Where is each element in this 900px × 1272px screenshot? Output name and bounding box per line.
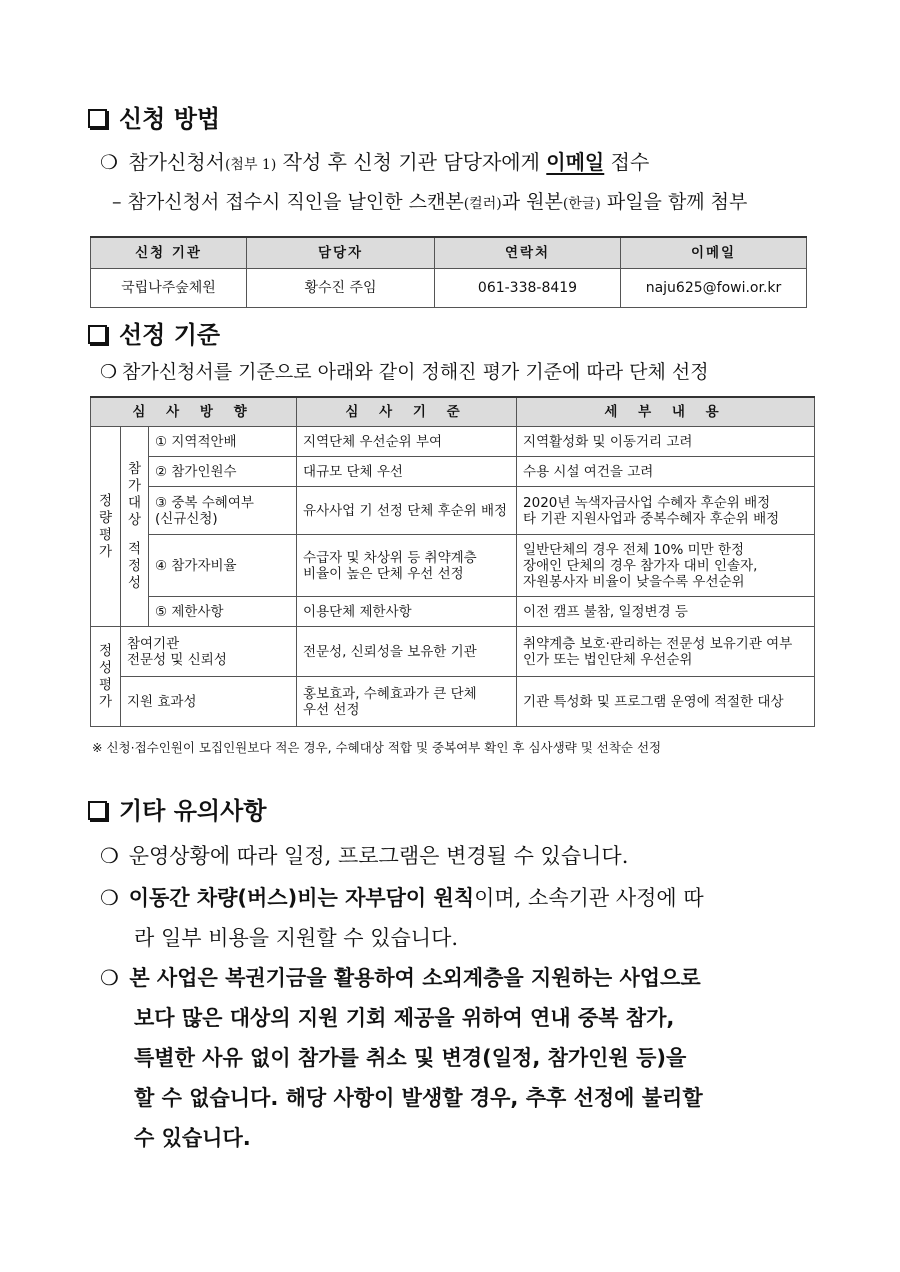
dir-cell: ① 지역적안배 [149, 427, 297, 457]
apply-line-2: – 참가신청서 접수시 직인을 날인한 스캔본(컬러)과 원본(한글) 파일을 함께 첨부 [112, 191, 748, 213]
section-title-criteria: 선정 기준 [88, 320, 220, 350]
crit-cell: 홍보효과, 수혜효과가 큰 단체 우선 선정 [297, 677, 517, 727]
table-row [91, 627, 815, 677]
detail-cell: 이전 캠프 불참, 일정변경 등 [517, 597, 815, 627]
cell-phone: 061-338-8419 [435, 269, 621, 308]
group-qual: 정성평가 [91, 627, 121, 727]
criteria-note: ※ 신청·접수인원이 모집인원보다 적은 경우, 수혜대상 적합 및 중복여부 확인 후 심사생략 및 선착순 선정 [92, 740, 662, 755]
cell-person: 황수진 주임 [247, 269, 435, 308]
section-title-apply: 신청 방법 [88, 104, 220, 134]
detail-cell: 취약계층 보호·관리하는 전문성 보유기관 여부 인가 또는 법인단체 우선순위 [517, 627, 815, 677]
crit-cell: 유사사업 기 선정 단체 후순위 배정 [297, 487, 517, 535]
cell-email[interactable]: naju625@fowi.or.kr [621, 269, 807, 308]
crit-cell: 수급자 및 차상위 등 취약계층 비율이 높은 단체 우선 선정 [297, 535, 517, 597]
note-2: ❍ 이동간 차량(버스)비는 자부담이 원칙이며, 소속기관 사정에 따 라 일부 비용을 지원할 수 있습니다. [100, 878, 816, 958]
detail-cell: 일반단체의 경우 전체 10% 미만 한정 장애인 단체의 경우 참가자 대비 인솔자, 자원봉사자 비율이 낮을수록 우선순위 [517, 535, 815, 597]
table-row [91, 269, 807, 308]
contact-header-row [91, 237, 807, 269]
cell-org: 국립나주숲체원 [91, 269, 247, 308]
note-1: ❍ 운영상황에 따라 일정, 프로그램은 변경될 수 있습니다. [100, 836, 816, 876]
crit-cell: 지역단체 우선순위 부여 [297, 427, 517, 457]
header-cell: 신청 기관 [91, 237, 247, 269]
checkbox-square-icon [88, 801, 107, 820]
table-row [91, 487, 815, 535]
checkbox-square-icon [88, 325, 107, 344]
detail-cell: 수용 시설 여건을 고려 [517, 457, 815, 487]
criteria-header-row [91, 397, 815, 427]
header-cell: 담당자 [247, 237, 435, 269]
group-quant-sub: 참가대상 적정성 [121, 427, 149, 627]
group-quant: 정량평가 [91, 427, 121, 627]
header-cell: 심 사 방 향 [91, 397, 297, 427]
note-3: ❍ 본 사업은 복권기금을 활용하여 소외계층을 지원하는 사업으로 보다 많은 대상의 지원 기회 제공을 위하여 연내 중복 참가, 특별한 사유 없이 참가를 취소 및 변경(일정, 참가인원 등)을 할 수 없습니다. 해당 사항이 발생할 경우, 추후 선정에 불리할 수 있습니다. [100, 958, 816, 1158]
table-row [91, 597, 815, 627]
dir-cell: ④ 참가자비율 [149, 535, 297, 597]
circle-bullet-icon: ❍ [100, 886, 119, 910]
crit-cell: 전문성, 신뢰성을 보유한 기관 [297, 627, 517, 677]
circle-bullet-icon: ❍ [100, 361, 118, 383]
dir-cell: 지원 효과성 [121, 677, 297, 727]
circle-bullet-icon: ❍ [100, 150, 118, 174]
detail-cell: 기관 특성화 및 프로그램 운영에 적절한 대상 [517, 677, 815, 727]
detail-cell: 2020년 녹색자금사업 수혜자 후순위 배정 타 기관 지원사업과 중복수혜자 후순위 배정 [517, 487, 815, 535]
header-cell: 연락처 [435, 237, 621, 269]
header-cell: 이메일 [621, 237, 807, 269]
table-row [91, 677, 815, 727]
table-row [91, 427, 815, 457]
detail-cell: 지역활성화 및 이동거리 고려 [517, 427, 815, 457]
table-row [91, 535, 815, 597]
dir-cell: ③ 중복 수혜여부 (신규신청) [149, 487, 297, 535]
circle-bullet-icon: ❍ [100, 966, 119, 990]
section-title-notes: 기타 유의사항 [88, 796, 266, 826]
circle-bullet-icon: ❍ [100, 844, 119, 868]
email-emphasis: 이메일 [546, 150, 605, 174]
dir-cell: ⑤ 제한사항 [149, 597, 297, 627]
header-cell: 심 사 기 준 [297, 397, 517, 427]
table-row [91, 457, 815, 487]
header-cell: 세 부 내 용 [517, 397, 815, 427]
apply-line-1: ❍ 참가신청서(첨부 1) 작성 후 신청 기관 담당자에게 이메일 접수 [100, 150, 650, 174]
checkbox-square-icon [88, 109, 107, 128]
dir-cell: 참여기관 전문성 및 신뢰성 [121, 627, 297, 677]
criteria-intro: ❍ 참가신청서를 기준으로 아래와 같이 정해진 평가 기준에 따라 단체 선정 [100, 358, 709, 386]
dir-cell: ② 참가인원수 [149, 457, 297, 487]
contact-table [90, 236, 807, 308]
crit-cell: 이용단체 제한사항 [297, 597, 517, 627]
criteria-table [90, 396, 815, 727]
crit-cell: 대규모 단체 우선 [297, 457, 517, 487]
